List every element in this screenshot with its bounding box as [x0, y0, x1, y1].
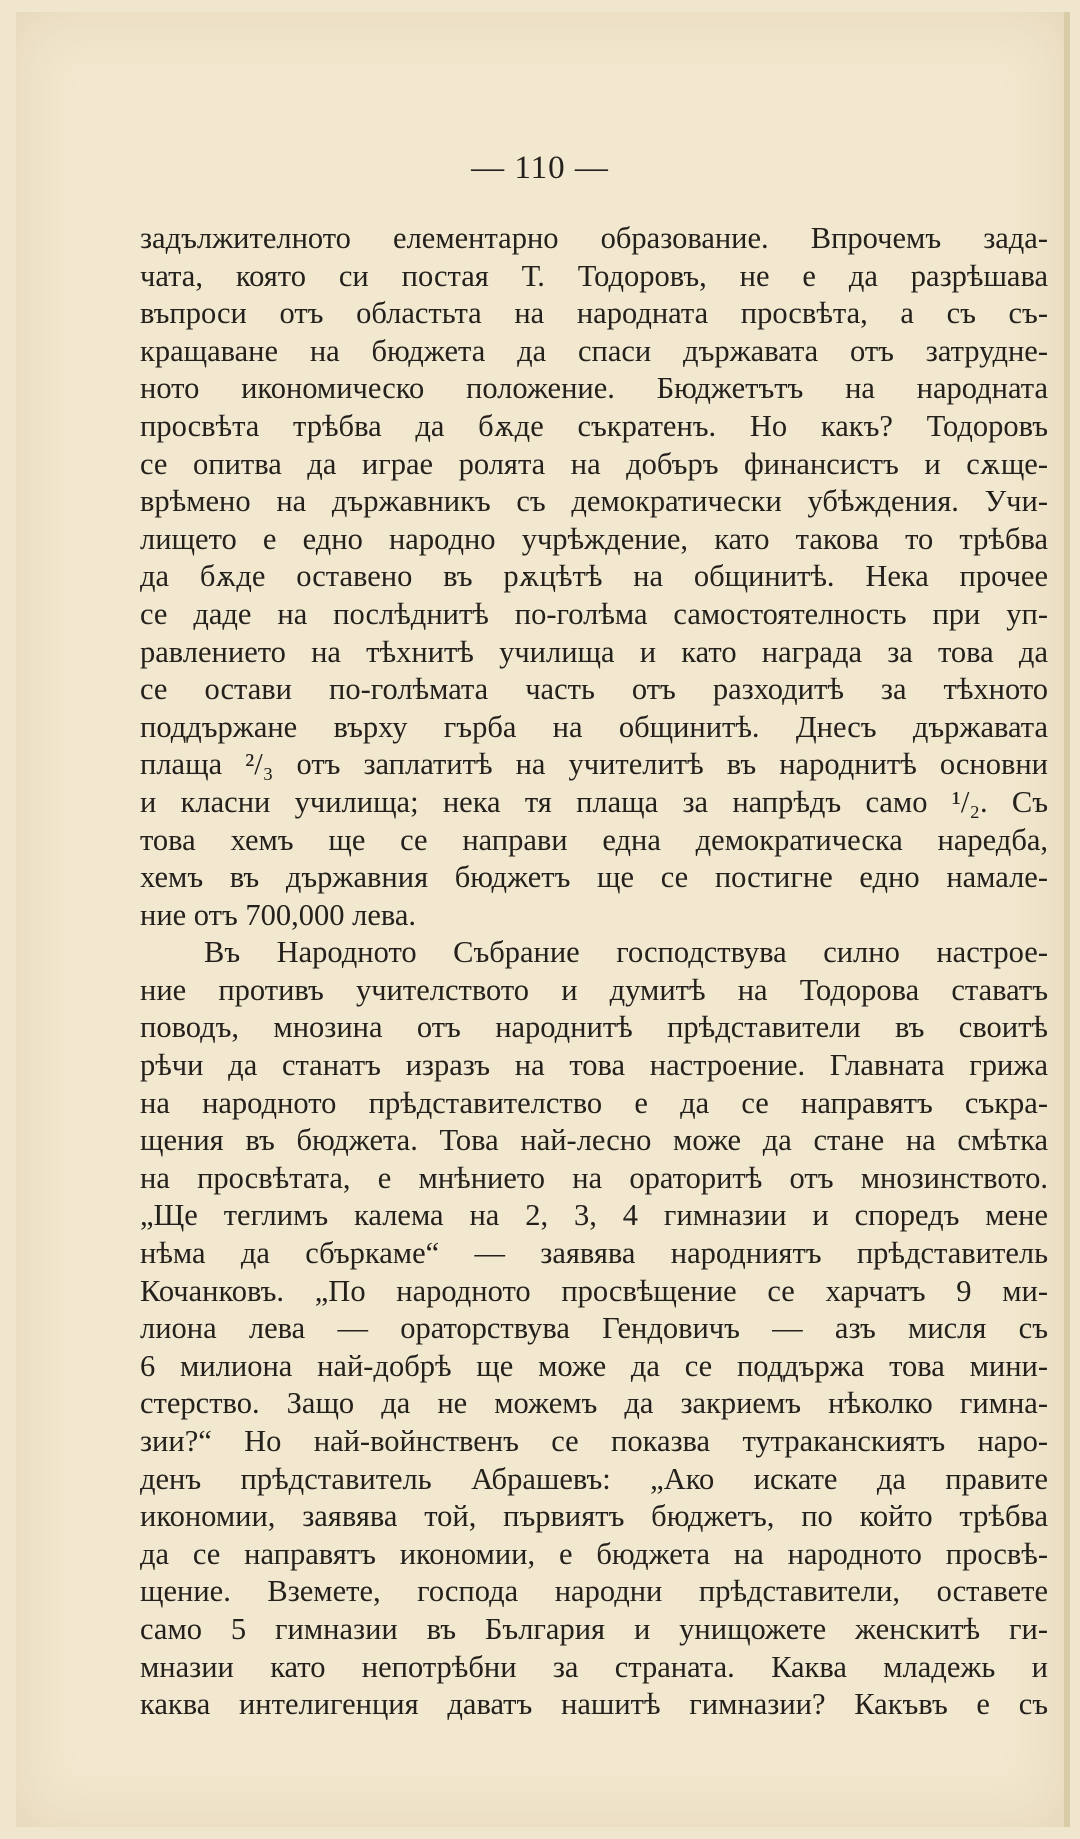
text-line: ние отъ 700,000 лева.	[140, 897, 417, 932]
text-line: врѣмено на държавникъ съ демократически убѣждения. Учи-	[140, 484, 1048, 519]
text-line: задължителното елементарно образование. Впрочемъ зада-	[140, 221, 1048, 255]
page-number: — 110 —	[471, 150, 609, 186]
text-line: мназии като непотрѣбни за страната. Каква младежь и	[140, 1649, 1048, 1684]
text-line: лището е едно народно учрѣждение, като такова то трѣбва	[140, 521, 1048, 556]
text-line: това хемъ ще се направи една демократическа наредба,	[140, 822, 1048, 857]
text-line: хемъ въ държавния бюджетъ ще се постигне едно намале-	[140, 860, 1048, 895]
text-line: поддържане върху гърба на общинитѣ. Днесъ държавата	[140, 709, 1048, 744]
book-page	[16, 12, 1070, 1827]
text-line: ние противъ учителството и думитѣ на Тодорова ставатъ	[140, 972, 1048, 1007]
text-line: каква интелигенция даватъ нашитѣ гимназии? Какъвъ е съ	[140, 1687, 1048, 1722]
text-line: на просвѣтата, е мнѣнието на ораторитѣ отъ мнозинството.	[140, 1160, 1048, 1195]
paragraph-1	[140, 220, 1048, 934]
text-line: въпроси отъ областьта на народната просвѣта, а съ съ-	[140, 296, 1048, 331]
text-line: Кочанковъ. „По народното просвѣщение се харчатъ 9 ми-	[140, 1273, 1048, 1308]
text-line: поводъ, мнозина отъ народнитѣ прѣдставители въ своитѣ	[140, 1010, 1048, 1045]
text-line: зии?“ Но най-войнственъ се показва тутраканскиятъ наро-	[140, 1424, 1048, 1458]
text-line: чата, която си постая Т. Тодоровъ, не е да разрѣшава	[140, 258, 1048, 293]
text-line: на народното прѣдставителство е да се направятъ съкра-	[140, 1085, 1048, 1120]
text-line: просвѣта трѣбва да бѫде съкратенъ. Но какъ? Тодоровъ	[140, 408, 1048, 443]
body-text	[140, 220, 1048, 1724]
text-line: „Ще теглимъ калема на 2, 3, 4 гимназии и споредъ мене	[140, 1198, 1048, 1233]
text-line: Въ Народното Събрание господствува силно настрое-	[204, 935, 1048, 970]
text-line: нѣма да сбъркаме“ — заявява народниятъ прѣдставитель	[140, 1236, 1048, 1271]
text-line: и класни училища; нека тя плаща за напрѣдъ само ¹/₂. Съ	[140, 784, 1048, 819]
text-line: рѣчи да станатъ изразъ на това настроение. Главната грижа	[140, 1048, 1048, 1083]
text-line: да бѫде оставено въ рѫцѣтѣ на общинитѣ. Нека прочее	[140, 559, 1048, 594]
text-line: се даде на послѣднитѣ по-голѣма самостоятелность при уп-	[140, 596, 1048, 631]
text-line: кращаване на бюджета да спаси държавата отъ затрудне-	[140, 333, 1048, 368]
text-line: ното икономическо положение. Бюджетътъ на народната	[140, 371, 1048, 406]
text-line: лиона лева — ораторствува Гендовичъ — азъ мисля съ	[140, 1311, 1048, 1346]
text-line: плаща ²/₃ отъ заплатитѣ на учителитѣ въ народнитѣ основни	[140, 747, 1048, 782]
text-line: само 5 гимназии въ България и унищожете женскитѣ ги-	[140, 1611, 1048, 1646]
text-line: равлението на тѣхнитѣ училища и като награда за това да	[140, 634, 1048, 669]
paragraph-2	[140, 934, 1048, 1723]
text-line: 6 милиона най-добрѣ ще може да се поддържа това мини-	[140, 1348, 1048, 1383]
text-line: се остави по-голѣмата часть отъ разходитѣ за тѣхното	[140, 672, 1048, 707]
text-line: да се направятъ икономии, е бюджета на народното просвѣ-	[140, 1536, 1048, 1571]
text-line: щения въ бюджета. Това най-лесно може да стане на смѣтка	[140, 1123, 1048, 1158]
text-line: се опитва да играе ролята на добъръ финансистъ и сѫще-	[140, 446, 1048, 481]
text-line: щение. Вземете, господа народни прѣдставители, оставете	[140, 1574, 1048, 1609]
text-line: стерство. Защо да не можемъ да закриемъ нѣколко гимна-	[140, 1386, 1048, 1421]
text-line: денъ прѣдставитель Абрашевъ: „Ако искате да правите	[140, 1461, 1048, 1496]
text-line: икономии, заявява той, първиятъ бюджетъ, по който трѣбва	[140, 1499, 1048, 1534]
